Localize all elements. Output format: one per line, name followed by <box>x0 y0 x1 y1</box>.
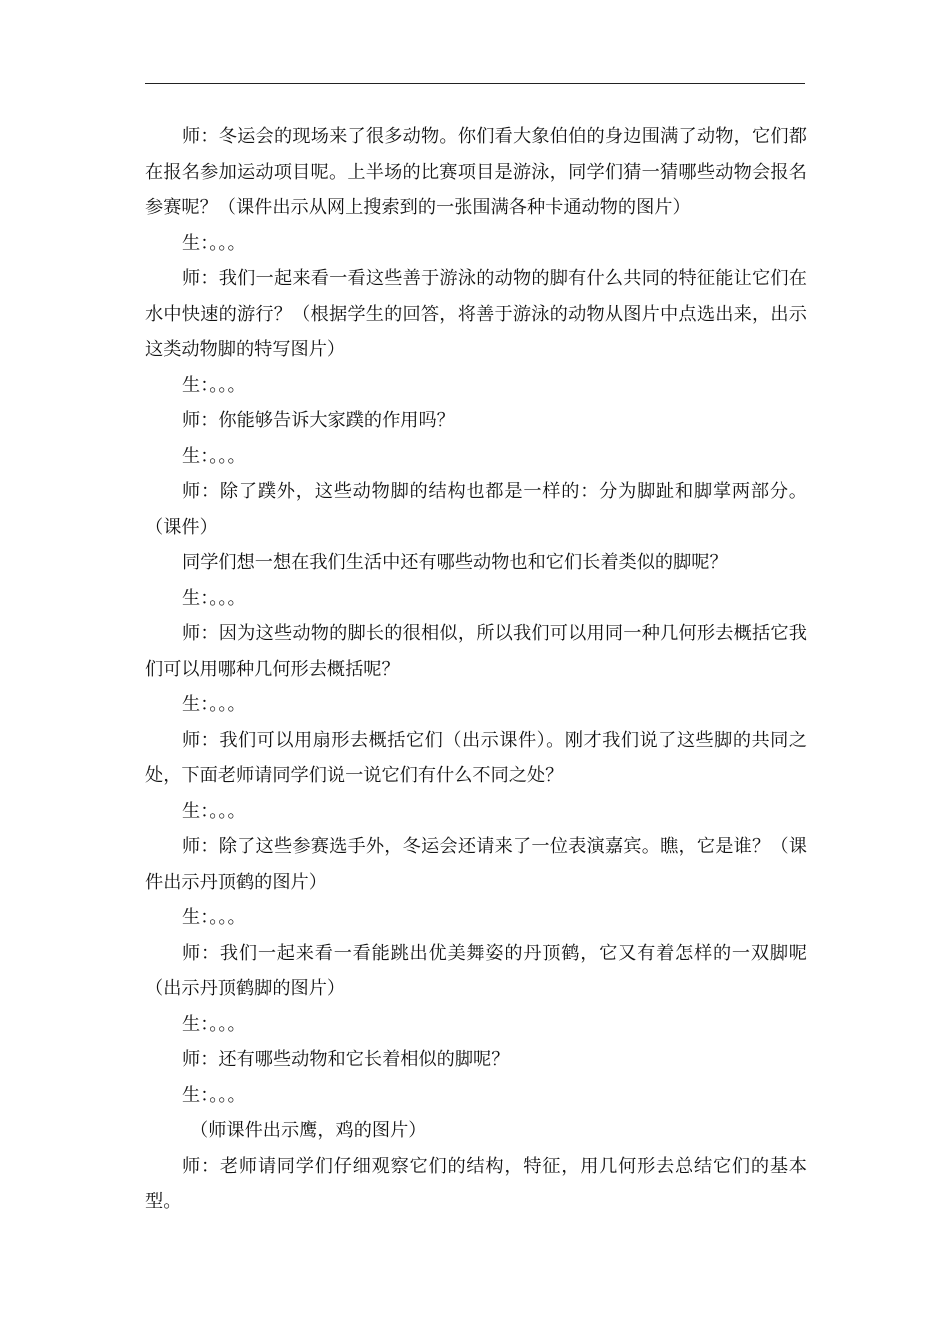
paragraph-student-6: 生：。。。 <box>182 800 246 822</box>
paragraph-teacher-8: 师：除了这些参赛选手外，冬运会还请来了一位表演嘉宾。瞧，它是谁？（课件出示丹顶鹤的图片） <box>145 836 807 893</box>
paragraph-teacher-5: 同学们想一想在我们生活中还有哪些动物也和它们长着类似的脚呢？ <box>182 552 728 573</box>
paragraph-student-3: 生：。。。 <box>182 445 246 467</box>
paragraph-teacher-9: 师：我们一起来看一看能跳出优美舞姿的丹顶鹤，它又有着怎样的一双脚呢（出示丹顶鹤脚的图片） <box>145 942 807 999</box>
paragraph-teacher-4: 师：除了蹼外，这些动物脚的结构也都是一样的：分为脚趾和脚掌两部分。（课件） <box>145 481 807 538</box>
paragraph-teacher-1: 师：冬运会的现场来了很多动物。你们看大象伯伯的身边围满了动物，它们都在报名参加运动项目呢。上半场的比赛项目是游泳，同学们猜一猜哪些动物会报名参赛呢？（课件出示从网上搜索到的一张围满各种卡通动物的图片） <box>145 126 807 218</box>
paragraph-student-2: 生：。。。 <box>182 374 246 396</box>
paragraph-teacher-11: 师：老师请同学们仔细观察它们的结构，特征，用几何形去总结它们的基本型。 <box>145 1155 807 1212</box>
paragraph-student-5: 生：。。。 <box>182 694 246 715</box>
paragraph-teacher-2: 师：我们一起来看一看这些善于游泳的动物的脚有什么共同的特征能让它们在水中快速的游行？（根据学生的回答，将善于游泳的动物从图片中点选出来，出示这类动物脚的特写图片） <box>145 268 807 360</box>
paragraph-student-7: 生：。。。 <box>182 907 246 928</box>
paragraph-teacher-3: 师：你能够告诉大家蹼的作用吗？ <box>182 410 455 431</box>
paragraph-student-8: 生：。。。 <box>182 1013 246 1035</box>
paragraph-stage-direction: （师课件出示鹰，鸡的图片） <box>190 1120 427 1141</box>
header-rule <box>145 83 805 84</box>
document-body <box>145 119 807 1220</box>
paragraph-teacher-10: 师：还有哪些动物和它长着相似的脚呢？ <box>182 1049 510 1070</box>
paragraph-student-9: 生：。。。 <box>182 1084 246 1106</box>
paragraph-teacher-7: 师：我们可以用扇形去概括它们（出示课件）。刚才我们说了这些脚的共同之处，下面老师请同学们说一说它们有什么不同之处？ <box>145 729 807 786</box>
paragraph-student-4: 生：。。。 <box>182 587 246 609</box>
paragraph-teacher-6: 师：因为这些动物的脚长的很相似，所以我们可以用同一种几何形去概括它我们可以用哪种几何形去概括呢？ <box>145 623 807 680</box>
paragraph-student-1: 生：。。。 <box>182 232 246 254</box>
